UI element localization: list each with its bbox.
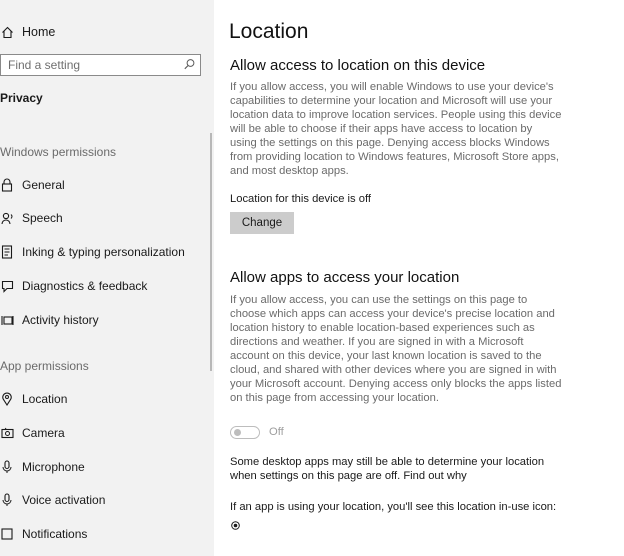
apps-access-heading: Allow apps to access your location <box>230 269 460 286</box>
notifications-icon <box>0 526 14 542</box>
sidebar-item-location[interactable] <box>0 390 67 408</box>
home-icon <box>0 25 14 39</box>
home-nav-item[interactable] <box>0 23 55 41</box>
sidebar-item-notifications[interactable] <box>0 525 87 543</box>
sidebar-item-inking-typing[interactable] <box>0 243 185 261</box>
activity-history-icon <box>0 312 14 328</box>
sidebar-item-speech[interactable] <box>0 209 63 227</box>
apps-location-toggle-row <box>230 424 284 440</box>
privacy-section-title: Privacy <box>0 91 43 105</box>
sidebar-item-label: Voice activation <box>22 493 106 507</box>
sidebar-item-label: Microphone <box>22 460 85 474</box>
sidebar <box>0 0 214 556</box>
inking-icon <box>0 244 14 260</box>
search-icon[interactable] <box>183 58 196 71</box>
sidebar-scrollbar[interactable] <box>210 133 212 371</box>
device-access-heading: Allow access to location on this device <box>230 57 486 74</box>
in-use-icon-note: If an app is using your location, you'll see this location in-use icon: <box>230 501 557 513</box>
desktop-apps-note-text: Some desktop apps may still be able to determine your location when settings on this page are off. <box>230 456 545 482</box>
sidebar-item-label: Diagnostics & feedback <box>22 279 148 293</box>
sidebar-item-general[interactable] <box>0 176 65 194</box>
toggle-knob <box>234 429 241 436</box>
sidebar-item-label: Camera <box>22 426 65 440</box>
device-location-status: Location for this device is off <box>230 193 371 205</box>
app-permissions-group-label: App permissions <box>0 359 89 373</box>
sidebar-item-label: General <box>22 178 65 192</box>
sidebar-item-label: Activity history <box>22 313 99 327</box>
speech-icon <box>0 210 14 226</box>
main-content <box>214 0 624 556</box>
apps-location-toggle[interactable] <box>230 426 260 439</box>
sidebar-item-label: Location <box>22 392 68 406</box>
page-title: Location <box>229 20 309 43</box>
camera-icon <box>0 425 14 441</box>
home-label: Home <box>22 25 56 39</box>
find-out-why-link[interactable]: Find out why <box>403 470 467 482</box>
change-button[interactable]: Change <box>230 212 294 234</box>
sidebar-item-diagnostics[interactable] <box>0 277 147 295</box>
location-icon <box>0 391 14 407</box>
sidebar-item-camera[interactable] <box>0 424 65 442</box>
diagnostics-icon <box>0 278 14 294</box>
desktop-apps-note <box>230 455 560 483</box>
lock-icon <box>0 177 14 193</box>
voice-activation-icon <box>0 492 14 508</box>
microphone-icon <box>0 459 14 475</box>
device-access-description: If you allow access, you will enable Windows to use your device's capabilities to determine your location and Microsoft will use your location data to improve location services. People using this device will be able to choose if their apps have access to location by using the settings on this page. Denying access blocks Windows from providing location to Windows features, Microsoft Store apps, and most desktop apps. <box>230 81 562 177</box>
sidebar-item-label: Speech <box>22 211 63 225</box>
sidebar-item-microphone[interactable] <box>0 458 85 476</box>
sidebar-item-voice-activation[interactable] <box>0 491 105 509</box>
sidebar-item-label: Inking & typing personalization <box>22 245 185 259</box>
toggle-state-label: Off <box>269 426 284 438</box>
windows-permissions-group-label: Windows permissions <box>0 145 117 159</box>
sidebar-item-label: Notifications <box>22 527 88 541</box>
sidebar-item-activity-history[interactable] <box>0 311 99 329</box>
apps-access-description: If you allow access, you can use the settings on this page to choose which apps can access your device's precise location and location history to enable location-based experiences such as directions and weather. If you are signed in with a Microsoft account on this device, your last known location is saved to the cloud, and shared with other devices where you are signed in with your Microsoft account. Denying access only blocks the apps listed on this page from accessing your location. <box>230 294 562 404</box>
search-input[interactable] <box>1 55 179 75</box>
search-box[interactable] <box>0 54 201 76</box>
location-in-use-icon <box>231 517 240 526</box>
